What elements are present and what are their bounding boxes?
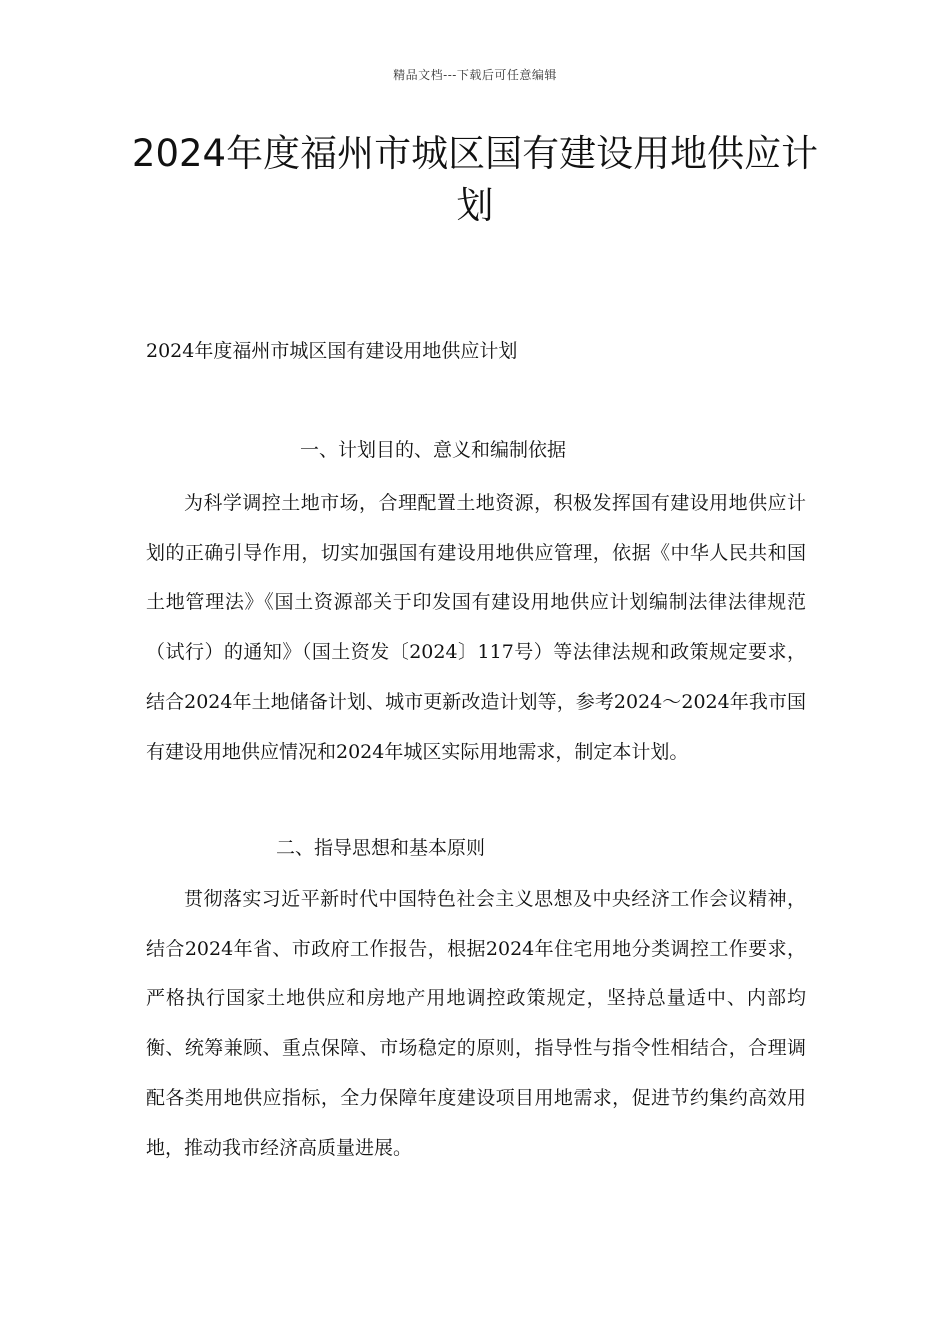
document-subtitle: 2024年度福州市城区国有建设用地供应计划 bbox=[146, 340, 518, 362]
section-heading-1: 一、计划目的、意义和编制依据 bbox=[300, 439, 567, 461]
header-note: 精品文档---下载后可任意编辑 bbox=[393, 68, 557, 82]
section-heading-2: 二、指导思想和基本原则 bbox=[276, 837, 486, 859]
section-paragraph-1: 为科学调控土地市场，合理配置土地资源，积极发挥国有建设用地供应计划的正确引导作用，切实加强国有建设用地供应管理，依据《中华人民共和国土地管理法》《国土资源部关于印发国有建设用地供应计划编制法律法律规范（试行）的通知》（国土资发〔2024〕117号）等法律法规和政策规定要求，结合2024年土地储备计划、城市更新改造计划等，参考2024～2024年我市国有建设用地供应情况和2024年城区实际用地需求，制定本计划。 bbox=[146, 492, 806, 763]
document-title: 2024年度福州市城区国有建设用地供应计划 bbox=[131, 132, 819, 227]
section-paragraph-2: 贯彻落实习近平新时代中国特色社会主义思想及中央经济工作会议精神，结合2024年省、市政府工作报告，根据2024年住宅用地分类调控工作要求，严格执行国家土地供应和房地产用地调控政策规定，坚持总量适中、内部均衡、统筹兼顾、重点保障、市场稳定的原则，指导性与指令性相结合，合理调配各类用地供应指标，全力保障年度建设项目用地需求，促进节约集约高效用地，推动我市经济高质量进展。 bbox=[146, 888, 806, 1159]
